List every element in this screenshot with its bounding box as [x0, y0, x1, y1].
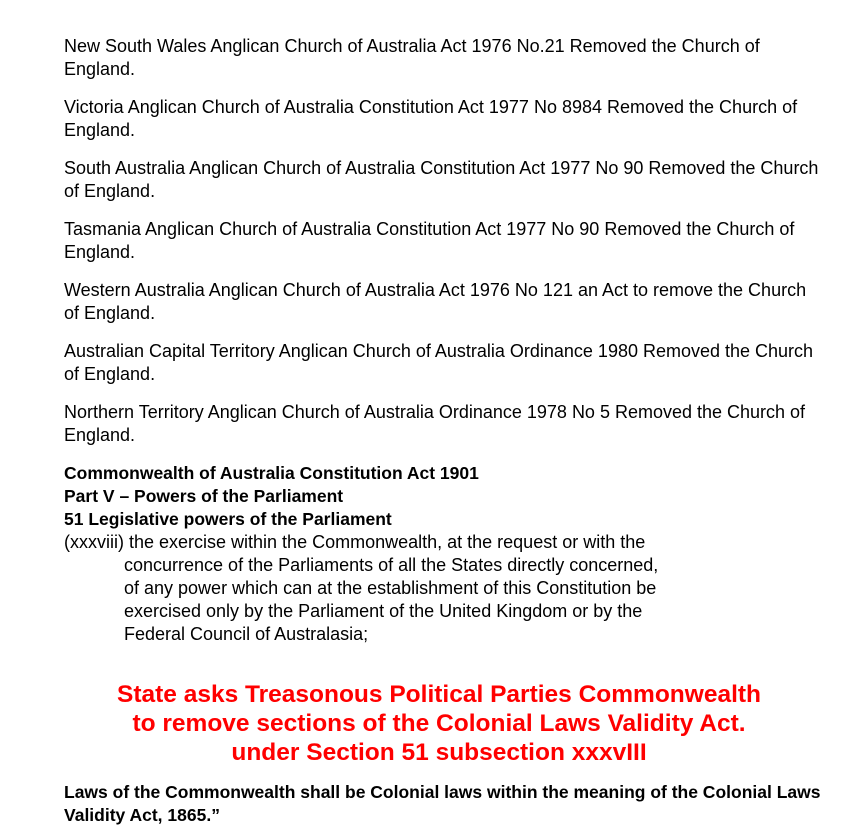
clause-continuation-line: of any power which can at the establishment of this Constitution be — [124, 578, 657, 598]
clause-xxxviii — [64, 531, 824, 646]
document-page — [64, 35, 824, 827]
paragraph-tasmania: Tasmania Anglican Church of Australia Constitution Act 1977 No 90 Removed the Church of England. — [64, 219, 795, 262]
act-title: Commonwealth of Australia Constitution Act 1901 — [64, 463, 479, 483]
closing-statement: Laws of the Commonwealth shall be Colonial laws within the meaning of the Colonial Laws Validity Act, 1865.” — [64, 782, 821, 825]
headline-line-3: under Section 51 subsection xxxvIII — [231, 739, 647, 766]
paragraph-western-australia: Western Australia Anglican Church of Australia Act 1976 No 121 an Act to remove the Church of England. — [64, 280, 807, 323]
paragraph-victoria: Victoria Anglican Church of Australia Constitution Act 1977 No 8984 Removed the Church of England. — [64, 97, 798, 140]
headline-line-2: to remove sections of the Colonial Laws Validity Act. — [132, 710, 746, 737]
part-title: Part V – Powers of the Parliament — [64, 486, 344, 506]
paragraph-south-australia: South Australia Anglican Church of Australia Constitution Act 1977 No 90 Removed the Church of England. — [64, 158, 819, 201]
section-title: 51 Legislative powers of the Parliament — [64, 509, 392, 529]
clause-continuation-line: Federal Council of Australasia; — [124, 624, 369, 644]
clause-first-line: (xxxviii) the exercise within the Commonwealth, at the request or with the — [64, 532, 646, 552]
headline-line-1: State asks Treasonous Political Parties Commonwealth — [116, 681, 762, 708]
headline — [64, 680, 814, 767]
clause-continuation-line: exercised only by the Parliament of the United Kingdom or by the — [124, 601, 643, 621]
paragraph-nsw: New South Wales Anglican Church of Australia Act 1976 No.21 Removed the Church of England. — [64, 36, 760, 79]
paragraph-northern-territory: Northern Territory Anglican Church of Australia Ordinance 1978 No 5 Removed the Church of England. — [64, 402, 806, 445]
clause-continuation-line: concurrence of the Parliaments of all the States directly concerned, — [124, 555, 659, 575]
paragraph-act: Australian Capital Territory Anglican Church of Australia Ordinance 1980 Removed the Church of England. — [64, 341, 814, 384]
